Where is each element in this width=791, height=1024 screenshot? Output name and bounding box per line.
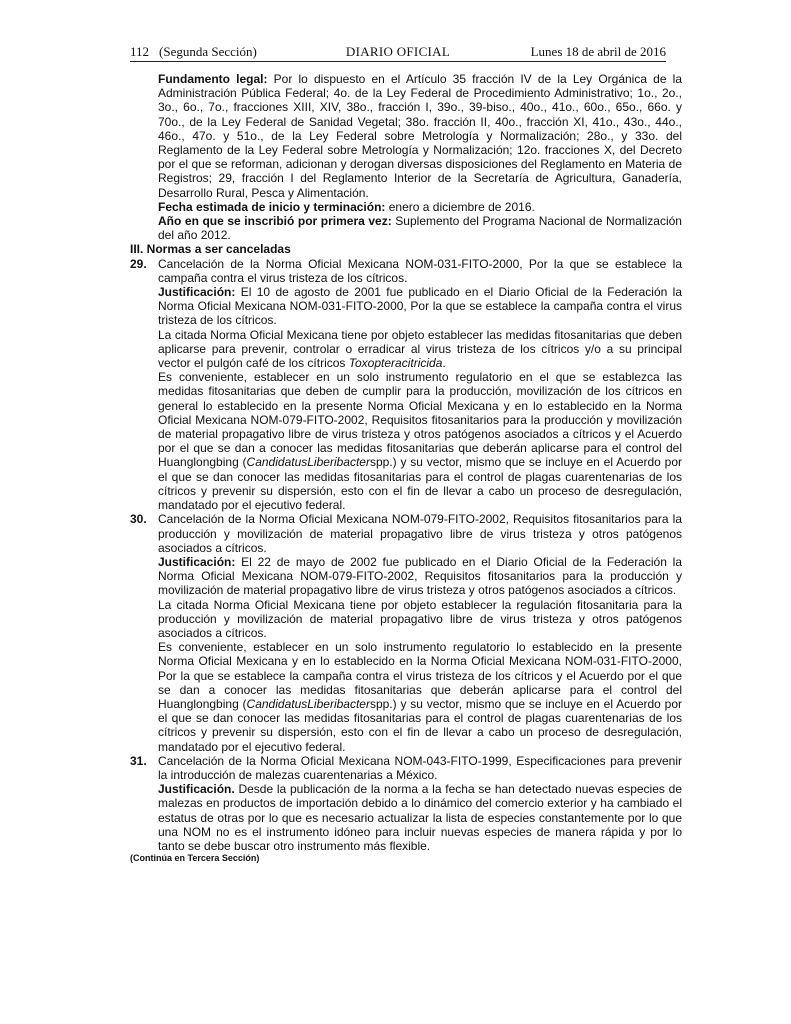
paragraph-text: Es conveniente, establecer en un solo instrumento regulatorio lo establecido en la presente Norma Oficial Mexicana y en lo establecido en la Norma Oficial Mexicana NOM-031-FITO-2000, Por la que se establece la campaña contra el virus tristeza de los cítricos y el Acuerdo por el que se dan a conocer las medidas fitosanitarias que deberán aplicarse para el control del Huanglongbing ( xyxy=(158,640,682,711)
page-number: 112 xyxy=(130,44,150,59)
anio-label: Año en que se inscribió por primera vez: xyxy=(158,214,392,229)
item-title-text: Cancelación de la Norma Oficial Mexicana NOM-031-FITO-2000, Por la que se establece la campaña contra el virus tristeza de los cítricos. xyxy=(158,256,682,285)
justificacion-label: Justificación: xyxy=(158,285,236,300)
item-number: 31. xyxy=(130,753,147,768)
page-content xyxy=(130,72,682,864)
paragraph-end: . xyxy=(442,356,446,371)
section-label: (Segunda Sección) xyxy=(159,44,257,59)
section-heading: III. Normas a ser canceladas xyxy=(130,242,291,257)
item-29-title xyxy=(130,257,682,285)
item-title-text: Cancelación de la Norma Oficial Mexicana NOM-079-FITO-2002, Requisitos fitosanitarios para la producción y movilización de material propagativo libre de virus tristeza y otros patógenos asociados a cítricos. xyxy=(158,512,682,555)
continuation-note: (Continúa en Tercera Sección) xyxy=(130,853,260,864)
justificacion-label: Justificación. xyxy=(158,782,235,797)
justificacion-text: El 10 de agosto de 2001 fue publicado en el Diario Oficial de la Federación la Norma Oficial Mexicana NOM-031-FITO-2000, Por la que se establece la campaña contra el virus tristeza de los cítricos. xyxy=(158,285,682,328)
item-30-paragraph-3 xyxy=(130,640,682,754)
item-29-paragraph-2 xyxy=(130,328,682,371)
item-30-paragraph-2: La citada Norma Oficial Mexicana tiene por objeto establecer la regulación fitosanitaria para la producción y movilización de material propagativo libre de virus tristeza y otros patógenos asociados a cítricos. xyxy=(158,597,682,640)
item-title-text: Cancelación de la Norma Oficial Mexicana NOM-043-FITO-1999, Especificaciones para prevenir la introducción de malezas cuarentenarias a México. xyxy=(158,753,682,782)
species-name: CandidatusLiberibacter xyxy=(246,455,370,470)
fundamento-legal xyxy=(130,72,682,200)
justificacion-label: Justificación: xyxy=(158,554,236,569)
fecha-text: enero a diciembre de 2016. xyxy=(385,199,535,214)
publication-date: Lunes 18 de abril de 2016 xyxy=(530,44,666,59)
species-name: Toxopteracitricida xyxy=(348,356,443,371)
paragraph-end: spp.) y su vector, mismo que se incluye en el Acuerdo por el que se dan conocer las medidas fitosanitarias para el control de plagas cuarentenarias de los cítricos y prevenir su dispersión, esto con el fin de llevar a cabo un proceso de desregulación, mandatado por el ejecutivo federal. xyxy=(158,696,682,754)
fecha-label: Fecha estimada de inicio y terminación: xyxy=(158,199,386,214)
anio-text: Suplemento del Programa Nacional de Normalización del año 2012. xyxy=(158,214,682,243)
item-30-justificacion xyxy=(130,555,682,598)
fundamento-text: Por lo dispuesto en el Artículo 35 fracción IV de la Ley Orgánica de la Administración Pública Federal; 4o. de la Ley Federal de Procedimiento Administrativo; 1o., 2o., 3o., 6o., 7o., fracciones XIII, XIV, 38o., fracción I, 39o., 39-biso., 40o., 41o., 60o., 65o., 66o. y 70o., de la Ley Federal de Sanidad Vegetal; 38o. fracción II, 40o., fracción XI, 41o., 43o., 44o., 46o., 47o. y 51o., de la Ley Federal sobre Metrología y Normalización; 28o., y 33o. del Reglamento de la Ley Federal sobre Metrología y Normalización; 12o. fracciones X, del Decreto por el que se reforman, adicionan y derogan diversas disposiciones del Reglamento en Materia de Registros; 29, fracción I del Reglamento Interior de la Secretaría de Agricultura, Ganadería, Desarrollo Rural, Pesca y Alimentación. xyxy=(158,72,683,200)
item-29-paragraph-3 xyxy=(130,370,682,512)
justificacion-text: El 22 de mayo de 2002 fue publicado en el Diario Oficial de la Federación la Norma Oficial Mexicana NOM-079-FITO-2002, Requisitos fitosanitarios para la producción y movilización de material propagativo libre de virus tristeza y otros patógenos asociados a cítricos. xyxy=(158,554,682,598)
item-31-justificacion xyxy=(130,782,682,853)
anio-inscripcion xyxy=(130,214,682,242)
fecha-estimada xyxy=(130,200,682,214)
paragraph-end: spp.) y su vector, mismo que se incluye en el Acuerdo por el que se dan conocer las medidas fitosanitarias para el control de plagas cuarentenarias de los cítricos y prevenir su dispersión, esto con el fin de llevar a cabo un proceso de desregulación, mandatado por el ejecutivo federal. xyxy=(158,455,682,513)
paragraph-text: La citada Norma Oficial Mexicana tiene por objeto establecer las medidas fitosanitarias que deben aplicarse para prevenir, controlar o erradicar al virus tristeza de los cítricos y/o a su principal vector el pulgón café de los cítricos xyxy=(158,327,682,371)
item-29-justificacion xyxy=(130,285,682,328)
justificacion-text: Desde la publicación de la norma a la fecha se han detectado nuevas especies de malezas en productos de importación debido a lo dinámico del comercio exterior y ha cambiado el estatus de otras por lo que es necesario actualizar la lista de especies constantemente por lo que una NOM no es el instrumento idóneo para incluir nuevas especies de manera rápida y por lo tanto se debe buscar otro instrumento más flexible. xyxy=(158,782,682,853)
paragraph-text: Es conveniente, establecer en un solo instrumento regulatorio en el que se establezca las medidas fitosanitarias que deben de cumplir para la producción, movilización de los cítricos en general lo establecido en la presente Norma Oficial Mexicana y en lo establecido en la Norma Oficial Mexicana NOM-079-FITO-2002, Requisitos fitosanitarios para la producción y movilización de material propagativo libre de virus tristeza y otros patógenos asociados a cítricos y el Acuerdo por el que se dan a conocer las medidas fitosanitarias que deberán aplicarse para el control del Huanglongbing ( xyxy=(158,370,682,470)
item-number: 29. xyxy=(130,256,147,271)
species-name: CandidatusLiberibacter xyxy=(246,696,370,711)
item-number: 30. xyxy=(130,512,147,527)
header-divider xyxy=(130,61,666,62)
item-31-title xyxy=(130,754,682,782)
publication-title: DIARIO OFICIAL xyxy=(345,44,451,59)
fundamento-label: Fundamento legal: xyxy=(158,72,268,86)
item-30-title xyxy=(130,512,682,555)
page-header xyxy=(130,44,666,60)
